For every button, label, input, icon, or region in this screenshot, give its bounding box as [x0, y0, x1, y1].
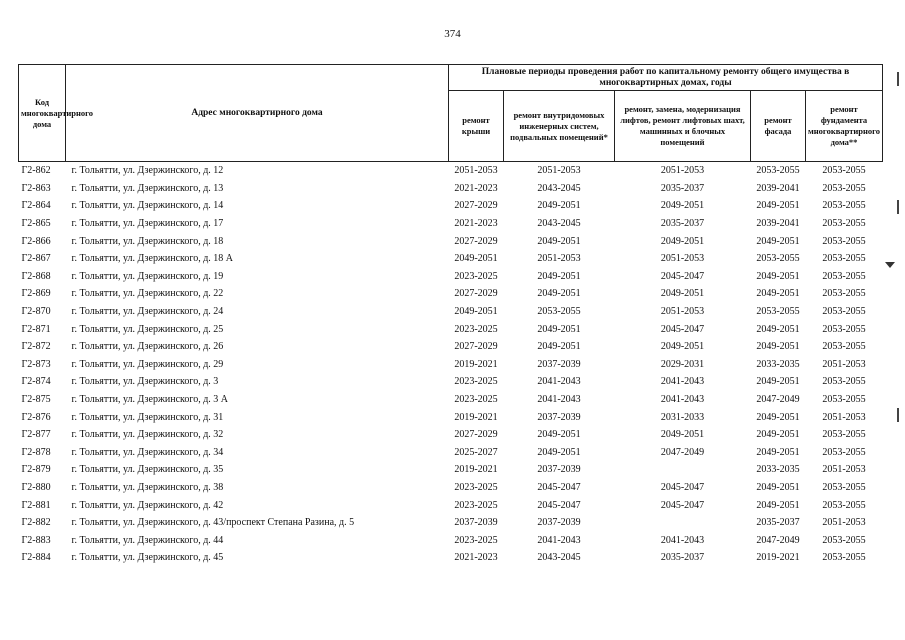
cell-roof: 2027-2029	[454, 235, 498, 247]
table-row	[19, 268, 883, 286]
cell-address: г. Тольятти, ул. Дзержинского, д. 34	[71, 446, 224, 458]
cell-systems: 2037-2039	[537, 517, 581, 529]
cell-facade: 2049-2051	[756, 288, 800, 300]
cell-foundation: 2051-2053	[822, 358, 866, 370]
cell-elevators: 2047-2049	[660, 446, 705, 458]
cell-address: г. Тольятти, ул. Дзержинского, д. 43/проспект Степана Разина, д. 5	[71, 517, 355, 529]
cell-foundation: 2053-2055	[822, 182, 866, 194]
cell-code: Г2-881	[21, 499, 51, 511]
cell-address: г. Тольятти, ул. Дзержинского, д. 3	[71, 376, 219, 388]
cell-facade: 2033-2035	[756, 358, 800, 370]
cell-elevators: 2051-2053	[660, 165, 705, 177]
cell-roof: 2023-2025	[454, 323, 498, 335]
table-row	[19, 408, 883, 426]
cell-elevators: 2041-2043	[660, 376, 705, 388]
cell-code: Г2-872	[21, 341, 51, 353]
cell-address: г. Тольятти, ул. Дзержинского, д. 14	[71, 200, 224, 212]
cell-code: Г2-874	[21, 376, 51, 388]
cell-foundation: 2053-2055	[822, 323, 866, 335]
cell-address: г. Тольятти, ул. Дзержинского, д. 25	[71, 323, 224, 335]
cell-code: Г2-871	[21, 323, 51, 335]
cell-code: Г2-877	[21, 429, 51, 441]
cell-systems: 2051-2053	[537, 253, 581, 265]
cell-foundation: 2051-2053	[822, 464, 866, 476]
cell-systems: 2043-2045	[537, 218, 581, 230]
table-row	[19, 426, 883, 444]
cell-code: Г2-866	[21, 235, 51, 247]
cell-facade: 2049-2051	[756, 270, 800, 282]
cell-foundation: 2053-2055	[822, 253, 866, 265]
cell-foundation: 2053-2055	[822, 376, 866, 388]
cell-roof: 2027-2029	[454, 341, 498, 353]
cell-roof: 2049-2051	[454, 253, 498, 265]
cell-facade: 2049-2051	[756, 376, 800, 388]
cell-roof: 2051-2053	[454, 165, 498, 177]
cell-address: г. Тольятти, ул. Дзержинского, д. 24	[71, 306, 224, 318]
cell-elevators: 2049-2051	[660, 235, 705, 247]
cell-systems: 2043-2045	[537, 552, 581, 564]
cell-systems: 2045-2047	[537, 499, 581, 511]
cell-foundation: 2053-2055	[822, 429, 866, 441]
cell-code: Г2-869	[21, 288, 51, 300]
table-row	[19, 531, 883, 549]
cell-roof: 2021-2023	[454, 552, 498, 564]
cell-foundation: 2053-2055	[822, 481, 866, 493]
header-facade: ремонт фасада	[751, 91, 806, 162]
table-row	[19, 549, 883, 567]
table-row	[19, 215, 883, 233]
cell-code: Г2-864	[21, 200, 51, 212]
cell-roof: 2025-2027	[454, 446, 498, 458]
cell-foundation: 2053-2055	[822, 200, 866, 212]
cell-facade: 2035-2037	[756, 517, 800, 529]
cell-code: Г2-867	[21, 253, 51, 265]
cell-facade: 2049-2051	[756, 235, 800, 247]
cell-roof: 2023-2025	[454, 270, 498, 282]
cell-facade: 2039-2041	[756, 182, 800, 194]
cell-roof: 2037-2039	[454, 517, 498, 529]
cell-address: г. Тольятти, ул. Дзержинского, д. 38	[71, 481, 224, 493]
cell-address: г. Тольятти, ул. Дзержинского, д. 26	[71, 341, 224, 353]
cell-elevators: 2041-2043	[660, 394, 705, 406]
table-body	[19, 162, 883, 567]
cell-systems: 2041-2043	[537, 394, 581, 406]
cell-roof: 2027-2029	[454, 288, 498, 300]
header-foundation: ремонт фундамента многоквартирного дома**	[806, 91, 883, 162]
table-row	[19, 479, 883, 497]
cell-code: Г2-875	[21, 394, 51, 406]
cell-elevators: 2029-2031	[660, 358, 705, 370]
cell-facade: 2039-2041	[756, 218, 800, 230]
cell-code: Г2-879	[21, 464, 51, 476]
cell-foundation: 2053-2055	[822, 394, 866, 406]
table-row	[19, 197, 883, 215]
cell-roof: 2019-2021	[454, 411, 498, 423]
cell-elevators: 2035-2037	[660, 218, 705, 230]
cell-address: г. Тольятти, ул. Дзержинского, д. 18 А	[71, 253, 234, 265]
cell-code: Г2-863	[21, 182, 51, 194]
cell-facade: 2019-2021	[756, 552, 800, 564]
cell-foundation: 2053-2055	[822, 499, 866, 511]
scan-edge-mark	[897, 408, 899, 422]
cell-elevators: 2031-2033	[660, 411, 705, 423]
cell-roof: 2049-2051	[454, 306, 498, 318]
table-row	[19, 250, 883, 268]
cell-address: г. Тольятти, ул. Дзержинского, д. 42	[71, 499, 224, 511]
cell-systems: 2049-2051	[537, 323, 581, 335]
cell-elevators: 2035-2037	[660, 552, 705, 564]
cell-address: г. Тольятти, ул. Дзержинского, д. 19	[71, 270, 224, 282]
cell-systems: 2037-2039	[537, 411, 581, 423]
cell-code: Г2-884	[21, 552, 51, 564]
header-planned-periods: Плановые периоды проведения работ по капитальному ремонту общего имущества в многоквартирных домах, годы	[449, 65, 883, 91]
repair-schedule-table	[18, 64, 883, 567]
cell-foundation: 2053-2055	[822, 235, 866, 247]
cell-foundation: 2051-2053	[822, 411, 866, 423]
cell-facade: 2053-2055	[756, 165, 800, 177]
cell-elevators: 2035-2037	[660, 182, 705, 194]
cell-facade: 2049-2051	[756, 200, 800, 212]
cell-address: г. Тольятти, ул. Дзержинского, д. 32	[71, 429, 224, 441]
cell-address: г. Тольятти, ул. Дзержинского, д. 31	[71, 411, 224, 423]
table-row	[19, 373, 883, 391]
cell-code: Г2-882	[21, 517, 51, 529]
margin-arrow-icon	[885, 262, 895, 268]
table-row	[19, 356, 883, 374]
cell-foundation: 2053-2055	[822, 218, 866, 230]
cell-roof: 2023-2025	[454, 376, 498, 388]
table-row	[19, 320, 883, 338]
table-row	[19, 391, 883, 409]
page-number: 374	[444, 28, 461, 40]
cell-foundation: 2053-2055	[822, 552, 866, 564]
cell-systems: 2049-2051	[537, 341, 581, 353]
cell-address: г. Тольятти, ул. Дзержинского, д. 45	[71, 552, 224, 564]
cell-elevators: 2051-2053	[660, 253, 705, 265]
cell-systems: 2041-2043	[537, 534, 581, 546]
table-row	[19, 303, 883, 321]
cell-facade: 2049-2051	[756, 499, 800, 511]
cell-elevators: 2049-2051	[660, 200, 705, 212]
table-row	[19, 461, 883, 479]
cell-systems: 2049-2051	[537, 446, 581, 458]
table-row	[19, 496, 883, 514]
cell-code: Г2-862	[21, 165, 51, 177]
cell-address: г. Тольятти, ул. Дзержинского, д. 17	[71, 218, 224, 230]
cell-elevators: 2041-2043	[660, 534, 705, 546]
cell-code: Г2-876	[21, 411, 51, 423]
table-row	[19, 162, 883, 180]
header-address: Адрес многоквартирного дома	[66, 65, 449, 162]
cell-facade: 2047-2049	[756, 394, 800, 406]
cell-foundation: 2053-2055	[822, 270, 866, 282]
cell-address: г. Тольятти, ул. Дзержинского, д. 12	[71, 165, 224, 177]
cell-roof: 2027-2029	[454, 200, 498, 212]
cell-elevators: 2045-2047	[660, 481, 705, 493]
table-row	[19, 285, 883, 303]
cell-facade: 2049-2051	[756, 481, 800, 493]
cell-facade: 2047-2049	[756, 534, 800, 546]
cell-roof: 2027-2029	[454, 429, 498, 441]
cell-elevators	[615, 514, 751, 532]
cell-systems: 2049-2051	[537, 200, 581, 212]
cell-facade: 2049-2051	[756, 323, 800, 335]
cell-facade: 2049-2051	[756, 411, 800, 423]
cell-roof: 2021-2023	[454, 218, 498, 230]
cell-address: г. Тольятти, ул. Дзержинского, д. 3 А	[71, 394, 229, 406]
cell-facade: 2049-2051	[756, 446, 800, 458]
cell-systems: 2049-2051	[537, 429, 581, 441]
cell-roof: 2023-2025	[454, 499, 498, 511]
cell-code: Г2-878	[21, 446, 51, 458]
cell-elevators: 2045-2047	[660, 323, 705, 335]
header-systems: ремонт внутридомовых инженерных систем, подвальных помещений*	[504, 91, 615, 162]
cell-address: г. Тольятти, ул. Дзержинского, д. 22	[71, 288, 224, 300]
cell-address: г. Тольятти, ул. Дзержинского, д. 18	[71, 235, 224, 247]
cell-systems: 2051-2053	[537, 165, 581, 177]
cell-foundation: 2053-2055	[822, 534, 866, 546]
cell-systems: 2049-2051	[537, 270, 581, 282]
cell-systems: 2049-2051	[537, 235, 581, 247]
table-row	[19, 444, 883, 462]
cell-address: г. Тольятти, ул. Дзержинского, д. 29	[71, 358, 224, 370]
cell-systems: 2049-2051	[537, 288, 581, 300]
cell-facade: 2049-2051	[756, 429, 800, 441]
cell-elevators: 2045-2047	[660, 270, 705, 282]
cell-systems: 2041-2043	[537, 376, 581, 388]
cell-roof: 2023-2025	[454, 481, 498, 493]
scan-edge-mark	[897, 200, 899, 214]
cell-elevators: 2051-2053	[660, 306, 705, 318]
cell-elevators: 2049-2051	[660, 288, 705, 300]
cell-systems: 2037-2039	[537, 358, 581, 370]
header-roof: ремонт крыши	[449, 91, 504, 162]
cell-roof: 2023-2025	[454, 394, 498, 406]
cell-systems: 2053-2055	[537, 306, 581, 318]
header-elevators: ремонт, замена, модернизация лифтов, ремонт лифтовых шахт, машинных и блочных помещений	[615, 91, 751, 162]
cell-foundation: 2053-2055	[822, 306, 866, 318]
scan-edge-mark	[897, 72, 899, 86]
cell-facade: 2053-2055	[756, 306, 800, 318]
cell-systems: 2037-2039	[537, 464, 581, 476]
cell-foundation: 2053-2055	[822, 288, 866, 300]
cell-foundation: 2053-2055	[822, 165, 866, 177]
cell-roof: 2021-2023	[454, 182, 498, 194]
cell-code: Г2-868	[21, 270, 51, 282]
cell-address: г. Тольятти, ул. Дзержинского, д. 13	[71, 182, 224, 194]
cell-facade: 2033-2035	[756, 464, 800, 476]
table-row	[19, 232, 883, 250]
cell-address: г. Тольятти, ул. Дзержинского, д. 35	[71, 464, 224, 476]
cell-elevators: 2045-2047	[660, 499, 705, 511]
table-row	[19, 180, 883, 198]
header-code: Код многоквартирного дома	[19, 65, 66, 162]
cell-elevators	[615, 461, 751, 479]
cell-code: Г2-883	[21, 534, 51, 546]
table-row	[19, 338, 883, 356]
cell-code: Г2-870	[21, 306, 51, 318]
cell-elevators: 2049-2051	[660, 341, 705, 353]
cell-address: г. Тольятти, ул. Дзержинского, д. 44	[71, 534, 224, 546]
cell-facade: 2049-2051	[756, 341, 800, 353]
cell-roof: 2019-2021	[454, 358, 498, 370]
cell-code: Г2-880	[21, 481, 51, 493]
cell-roof: 2023-2025	[454, 534, 498, 546]
cell-code: Г2-873	[21, 358, 51, 370]
cell-foundation: 2053-2055	[822, 341, 866, 353]
cell-elevators: 2049-2051	[660, 429, 705, 441]
cell-systems: 2045-2047	[537, 481, 581, 493]
cell-roof: 2019-2021	[454, 464, 498, 476]
cell-facade: 2053-2055	[756, 253, 800, 265]
table-header	[19, 65, 883, 162]
cell-systems: 2043-2045	[537, 182, 581, 194]
cell-foundation: 2053-2055	[822, 446, 866, 458]
cell-code: Г2-865	[21, 218, 51, 230]
cell-foundation: 2051-2053	[822, 517, 866, 529]
table-row	[19, 514, 883, 532]
